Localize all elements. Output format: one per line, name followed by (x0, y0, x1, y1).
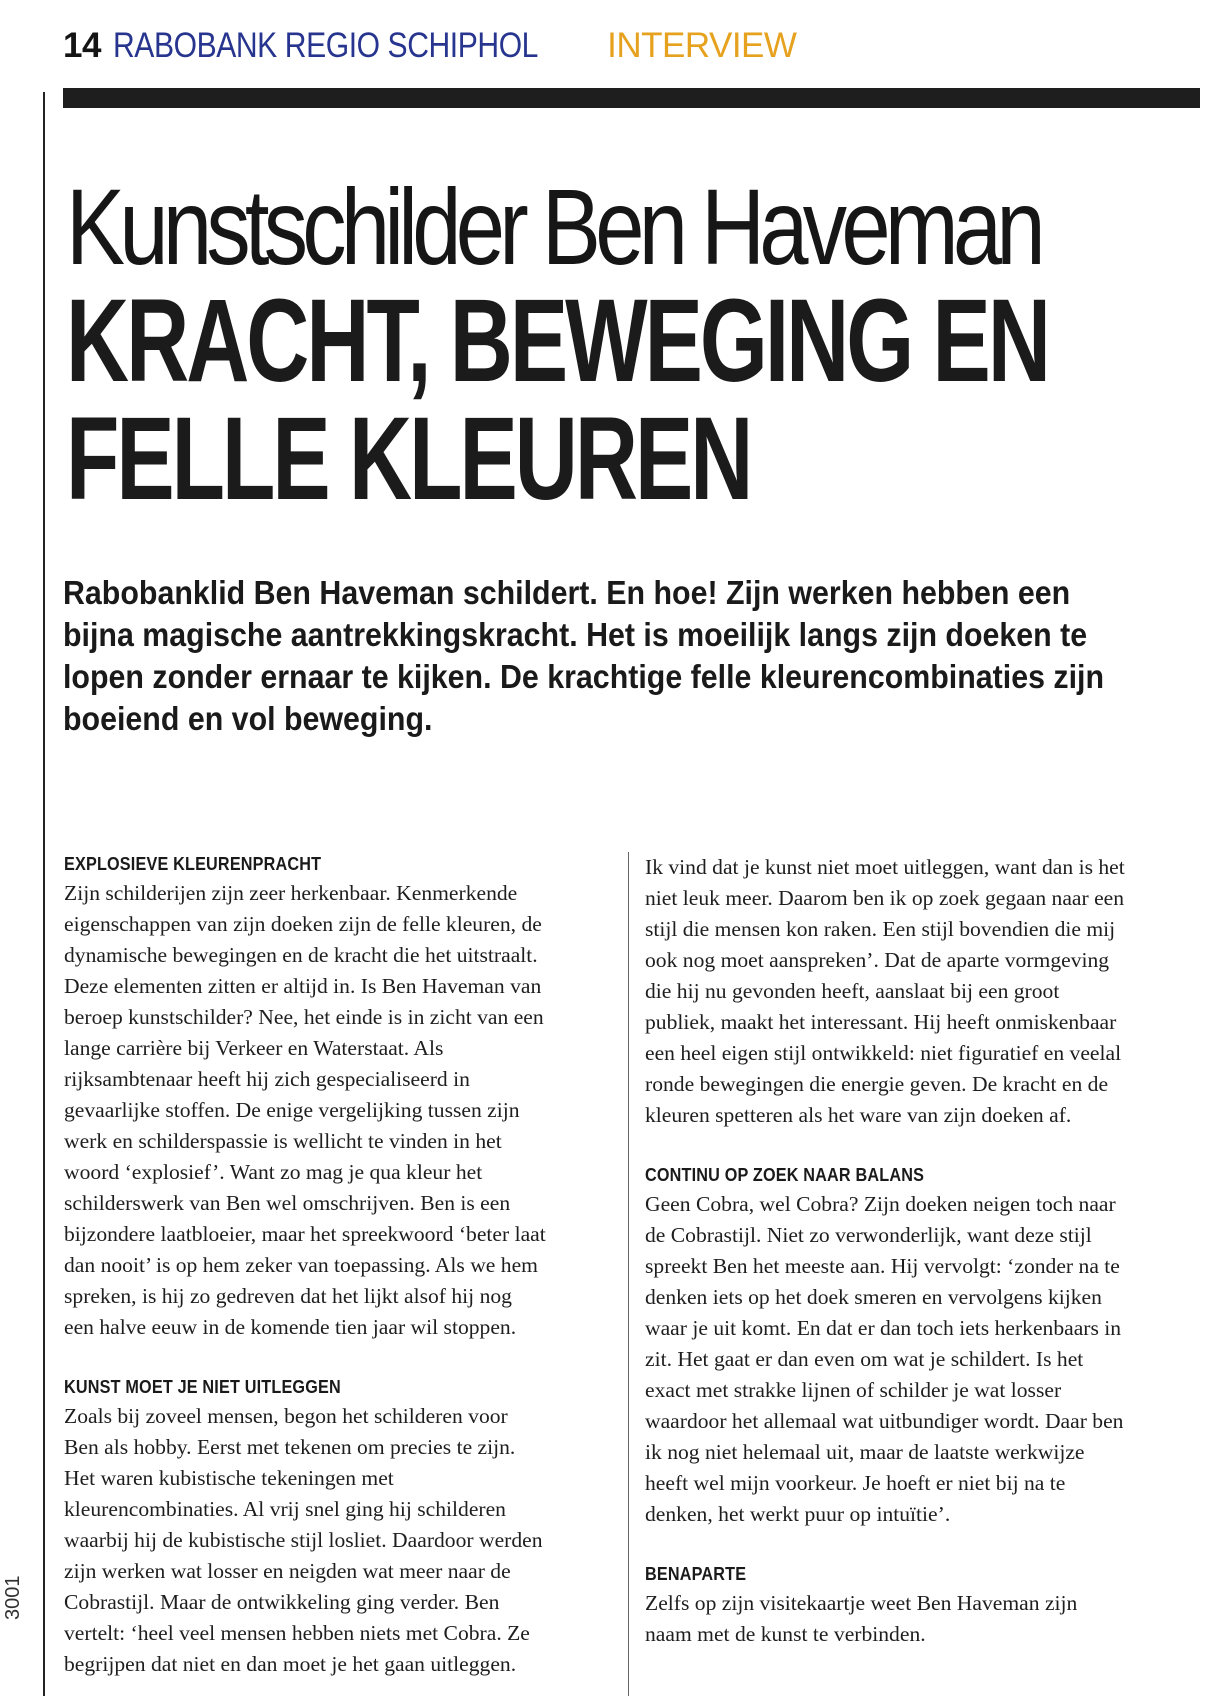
intro-line: boeiend en vol beweging. (63, 700, 433, 737)
subheading-explosieve-kleurenpracht: EXPLOSIEVE KLEURENPRACHT (64, 854, 322, 874)
page-header (63, 26, 796, 66)
text-line: niet leuk meer. Daarom ben ik op zoek gegaan naar een (645, 886, 1125, 910)
text-line: Deze elementen zitten er altijd in. Is Ben Haveman van (64, 974, 542, 998)
text-line: Zijn schilderijen zijn zeer herkenbaar. Kenmerkende (64, 881, 518, 905)
text-line: rijksambtenaar heeft hij zich gespecialiseerd in (64, 1067, 470, 1091)
article-column-left (64, 850, 634, 1680)
text-line: Het waren kubistische tekeningen met (64, 1466, 394, 1490)
text-line: denken, het werkt puur op intuïtie’. (645, 1502, 951, 1526)
title-kicker: Kunstschilder Ben Haveman (66, 166, 1040, 287)
text-line: begrijpen dat niet en dan moet je het gaan uitleggen. (64, 1652, 517, 1676)
publication-name: RABOBANK REGIO SCHIPHOL (112, 26, 538, 65)
side-margin-code: 3001 (2, 1575, 24, 1620)
paragraph-gap (645, 1131, 1215, 1161)
text-line: dynamische bewegingen en de kracht die het uitstraalt. (64, 943, 538, 967)
text-line: de Cobrastijl. Niet zo verwonderlijk, want deze stijl (645, 1223, 1092, 1247)
text-line: ook nog moet aanspreken’. Dat de aparte vormgeving (645, 948, 1110, 972)
text-line: Ben als hobby. Eerst met tekenen om precies te zijn. (64, 1435, 516, 1459)
text-line: publiek, maakt het interessant. Hij heeft onmiskenbaar (645, 1010, 1117, 1034)
section-label: INTERVIEW (607, 26, 797, 65)
text-line: kleurencombinaties. Al vrij snel ging hij schilderen (64, 1497, 506, 1521)
headline-line-1: KRACHT, BEWEGING EN (66, 275, 1048, 407)
text-line: eigenschappen van zijn doeken zijn de felle kleuren, de (64, 912, 542, 936)
text-line: Geen Cobra, wel Cobra? Zijn doeken neigen toch naar (645, 1192, 1116, 1216)
subheading-benaparte: BENAPARTE (645, 1564, 747, 1584)
intro-line: lopen zonder ernaar te kijken. De krachtige felle kleurencombinaties zijn (63, 658, 1105, 695)
article-column-right (645, 852, 1215, 1650)
text-line: werk en schilderspassie is wellicht te vinden in het (64, 1129, 502, 1153)
text-line: Ik vind dat je kunst niet moet uitleggen, want dan is het (645, 855, 1125, 879)
intro-line: Rabobanklid Ben Haveman schildert. En hoe! Zijn werken hebben een (63, 574, 1071, 611)
intro-line: bijna magische aantrekkingskracht. Het is moeilijk langs zijn doeken te (63, 616, 1088, 653)
intro-paragraph (63, 572, 1203, 740)
column-divider (628, 852, 629, 1696)
text-line: stijl die mensen kon raken. Een stijl bovendien die mij (645, 917, 1116, 941)
paragraph-kunst-moet-je-niet-uitleggen (64, 1401, 634, 1680)
text-line: lange carrière bij Verkeer en Waterstaat. Als (64, 1036, 444, 1060)
text-line: een halve eeuw in de komende tien jaar wil stoppen. (64, 1315, 517, 1339)
subheading-continu-op-zoek-naar-balans: CONTINU OP ZOEK NAAR BALANS (645, 1165, 925, 1185)
text-line: dan nooit’ is op hem zeker van toepassing. Als we hem (64, 1253, 538, 1277)
text-line: kleuren spetteren als het ware van zijn doeken af. (645, 1103, 1072, 1127)
text-line: zijn werken wat losser en neigden wat meer naar de (64, 1559, 511, 1583)
text-line: Zoals bij zoveel mensen, begon het schilderen voor (64, 1404, 508, 1428)
paragraph-benaparte (645, 1588, 1215, 1650)
text-line: heeft wel mijn voorkeur. Je hoeft er niet bij na te (645, 1471, 1066, 1495)
text-line: gevaarlijke stoffen. De enige vergelijking tussen zijn (64, 1098, 520, 1122)
text-line: vertelt: ‘heel veel mensen hebben niets met Cobra. Ze (64, 1621, 530, 1645)
text-line: ronde bewegingen die energie geven. De kracht en de (645, 1072, 1109, 1096)
text-line: schilderswerk van Ben wel omschrijven. Ben is een (64, 1191, 511, 1215)
text-line: woord ‘explosief’. Want zo mag je qua kleur het (64, 1160, 483, 1184)
text-line: bijzondere laatbloeier, maar het spreekwoord ‘beter laat (64, 1222, 546, 1246)
text-line: Zelfs op zijn visitekaartje weet Ben Haveman zijn (645, 1591, 1078, 1615)
header-bar-divider (63, 88, 1200, 108)
text-line: waar je uit komt. En dat er dan toch iets herkenbaars in (645, 1316, 1122, 1340)
text-line: zit. Het gaat er dan even om wat je schildert. Is het (645, 1347, 1084, 1371)
text-line: exact met strakke lijnen of schilder je wat losser (645, 1378, 1062, 1402)
subheading-kunst-moet-je-niet-uitleggen: KUNST MOET JE NIET UITLEGGEN (64, 1377, 341, 1397)
paragraph-gap (64, 1343, 634, 1373)
text-line: denken iets op het doek smeren en vervolgens kijken (645, 1285, 1102, 1309)
paragraph-continu-op-zoek-naar-balans (645, 1189, 1215, 1530)
text-line: spreken, is hij zo gedreven dat het lijkt alsof hij nog (64, 1284, 512, 1308)
headline-line-2: FELLE KLEUREN (66, 393, 751, 525)
left-margin-rule (43, 92, 45, 1696)
text-line: ik nog niet helemaal uit, maar de laatste werkwijze (645, 1440, 1085, 1464)
text-line: waardoor het allemaal wat uitbundiger wordt. Daar ben (645, 1409, 1124, 1433)
text-line: een heel eigen stijl ontwikkeld: niet figuratief en veelal (645, 1041, 1122, 1065)
paragraph-explosieve-kleurenpracht (64, 878, 634, 1343)
text-line: Cobrastijl. Maar de ontwikkeling ging verder. Ben (64, 1590, 500, 1614)
page-number: 14 (63, 26, 101, 65)
text-line: spreekt Ben het meeste aan. Hij vervolgt: ‘zonder na te (645, 1254, 1120, 1278)
text-line: waarbij hij de kubistische stijl losliet. Daardoor werden (64, 1528, 543, 1552)
paragraph-continuation (645, 852, 1215, 1131)
text-line: naam met de kunst te verbinden. (645, 1622, 926, 1646)
paragraph-gap (645, 1530, 1215, 1560)
text-line: die hij nu gevonden heeft, aanslaat bij een groot (645, 979, 1060, 1003)
text-line: beroep kunstschilder? Nee, het einde is in zicht van een (64, 1005, 544, 1029)
